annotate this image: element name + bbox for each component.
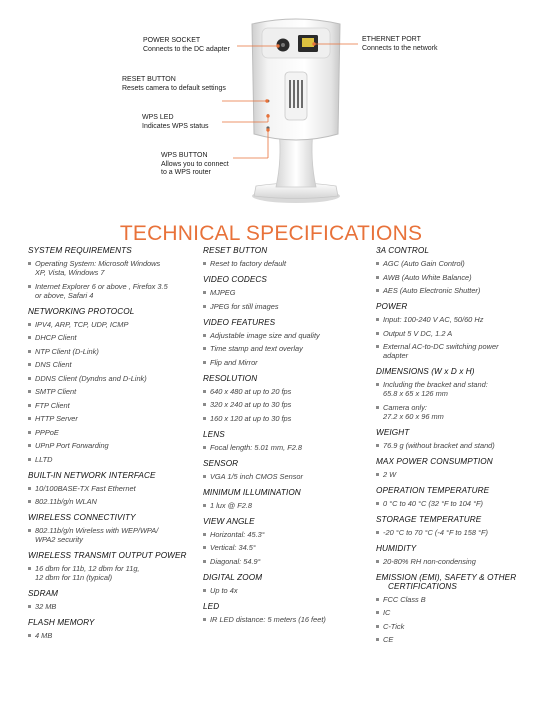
spec-section [376,457,536,479]
spec-section [28,513,196,544]
spec-section [203,318,368,367]
spec-section [203,246,368,268]
spec-item [376,622,536,631]
spec-section [28,307,196,464]
spec-item [203,400,368,409]
spec-item-text: Vertical: 34.5° [210,543,256,552]
spec-item-text: FCC Class B [383,594,426,604]
spec-item-text: Horizontal: 45.3° [210,529,265,539]
callout-ethernet-port [362,36,438,53]
callout-desc: Indicates WPS status [142,122,209,130]
spec-item [376,635,536,644]
spec-item-text: Focal length: 5.01 mm, F2.8 [210,442,303,452]
spec-item-text: NTP Client (D-Link) [35,346,99,356]
spec-item [376,259,536,268]
spec-item [28,484,196,493]
spec-item-text: External AC-to-DC switching power [383,342,499,351]
spec-item-text: CE [383,635,394,644]
spec-heading: MINIMUM ILLUMINATION [203,487,301,497]
spec-section [28,589,196,611]
spec-section [203,459,368,481]
spec-list [203,387,368,423]
spec-item [203,615,368,624]
spec-item-text: AGC (Auto Gain Control) [383,259,465,268]
spec-item-text: 16 dbm for 11b, 12 dbm for 11g, [35,564,140,573]
callout-desc: Allows you to connect [161,160,229,168]
spec-heading: NETWORKING PROTOCOL [28,306,135,316]
spec-item-text: 76.9 g (without bracket and stand) [383,440,495,450]
spec-item-text: XP, Vista, Windows 7 [35,268,105,277]
spec-heading: BUILT-IN NETWORK INTERFACE [28,470,156,480]
spec-heading: 3A CONTROL [376,246,430,255]
spec-item [203,331,368,340]
spec-list [203,501,368,510]
spec-item-text: Operating System: Microsoft Windows [35,259,161,268]
spec-heading: LENS [203,429,225,439]
spec-section [376,428,536,450]
spec-item [28,320,196,329]
spec-item [376,441,536,450]
spec-item-text: FTP Client [35,400,70,410]
spec-item [203,387,368,396]
spec-column-2 [203,246,368,631]
spec-heading: WIRELESS TRANSMIT OUTPUT POWER [28,551,187,560]
spec-item [28,259,196,277]
callout-title: WPS BUTTON [161,152,208,159]
spec-list [203,259,368,268]
spec-item-text: C-Tick [383,621,405,631]
spec-item-text: 27.2 x 60 x 96 mm [383,411,444,421]
callout-desc: Connects to the DC adapter [143,45,230,53]
spec-item-text: 320 x 240 at up to 30 fps [210,400,292,409]
spec-section [203,430,368,452]
spec-heading: OPERATION TEMPERATURE [376,485,490,495]
spec-heading: RESOLUTION [203,373,258,383]
spec-item-text: AES (Auto Electronic Shutter) [383,286,481,295]
spec-item [376,528,536,537]
spec-section [28,471,196,507]
spec-item-text: Time stamp and text overlay [210,344,303,353]
product-illustration [0,0,542,215]
spec-section [203,602,368,624]
spec-heading: VIEW ANGLE [203,516,255,526]
spec-item [28,455,196,464]
spec-item [28,333,196,342]
spec-item [376,499,536,508]
spec-item [203,302,368,311]
spec-item [28,497,196,506]
spec-list [28,631,196,640]
spec-list [376,441,536,450]
spec-heading: VIDEO FEATURES [203,317,276,327]
spec-item-text: IC [383,608,391,617]
spec-section [376,573,536,645]
spec-item-text: Diagonal: 54.9° [210,556,261,566]
spec-section [376,302,536,360]
spec-list [376,380,536,421]
spec-item-text: 802.11b/g/n WLAN [35,497,97,506]
spec-item-text: SMTP Client [35,387,77,396]
spec-item [203,259,368,268]
spec-item [28,428,196,437]
rear-panel [262,28,330,58]
callout-reset-button [122,76,226,93]
spec-item-text: IR LED distance: 5 meters (16 feet) [210,614,326,624]
spec-item-text: Reset to factory default [210,259,286,268]
spec-item-text: 160 x 120 at up to 30 fps [210,413,292,423]
callout-wps-led [142,114,209,131]
spec-item-text: 640 x 480 at up to 20 fps [210,386,292,396]
spec-list [28,259,196,300]
spec-column-3 [376,246,536,651]
spec-heading: MAX POWER CONSUMPTION [376,456,493,466]
spec-section [376,544,536,566]
spec-heading: EMISSION (EMI), SAFETY & OTHER [376,572,517,582]
spec-heading: HUMIDITY [376,543,417,553]
spec-heading: LED [203,601,220,611]
spec-list [376,557,536,566]
spec-item [203,344,368,353]
spec-item [203,586,368,595]
spec-item-text: Output 5 V DC, 1.2 A [383,328,453,338]
spec-item-text: 20-80% RH non-condensing [383,556,476,566]
spec-section [376,367,536,421]
spec-heading: SYSTEM REQUIREMENTS [28,246,132,255]
spec-item [28,347,196,356]
spec-list [28,484,196,507]
spec-item [28,387,196,396]
spec-heading: WEIGHT [376,427,410,437]
spec-heading: CERTIFICATIONS [388,581,457,591]
spec-list [376,470,536,479]
spec-heading: SDRAM [28,589,59,598]
spec-section [203,517,368,566]
spec-heading: FLASH MEMORY [28,618,95,627]
spec-list [203,443,368,452]
callout-desc: Resets camera to default settings [122,84,226,92]
spec-item [203,358,368,367]
spec-item [28,631,196,640]
spec-item [203,557,368,566]
spec-section [203,573,368,595]
callout-desc: Connects to the network [362,44,438,52]
callout-title: RESET BUTTON [122,76,176,83]
spec-item-text: LLTD [35,454,53,464]
spec-item-text: Flip and Mirror [210,357,258,367]
spec-item [203,288,368,297]
spec-item [28,401,196,410]
page-title: TECHNICAL SPECIFICATIONS [119,222,423,245]
callout-title: POWER SOCKET [143,37,201,44]
spec-section [28,618,196,640]
spec-heading: DIMENSIONS (W x D x H) [376,367,475,376]
spec-item [28,441,196,450]
spec-item-text: DDNS Client (Dyndns and D-Link) [35,373,147,383]
callout-wps-button [161,152,229,178]
spec-item-text: DNS Client [35,360,72,369]
spec-item [28,526,196,544]
spec-heading: STORAGE TEMPERATURE [376,514,482,524]
spec-item-text: 1 lux @ F2.8 [210,500,253,510]
spec-item [376,595,536,604]
spec-item [28,282,196,300]
spec-item [203,472,368,481]
spec-item-text: 802.11b/g/n Wireless with WEP/WPA/ [35,526,159,535]
spec-list [203,586,368,595]
spec-list [28,526,196,544]
spec-list [28,564,196,582]
spec-item-text: Up to 4x [210,585,238,595]
spec-item-text: PPPoE [35,427,59,437]
spec-item-text: 32 MB [35,602,57,611]
spec-list [203,472,368,481]
spec-list [376,595,536,645]
spec-heading: SENSOR [203,458,239,468]
spec-item-text: IPV4, ARP, TCP, UDP, ICMP [35,319,129,329]
spec-item [28,564,196,582]
spec-item [28,374,196,383]
spec-item-text: Including the bracket and stand: [383,380,488,389]
spec-item-text: Input: 100-240 V AC, 50/60 Hz [383,315,484,324]
callout-power-socket [143,37,230,54]
spec-item-text: adapter [383,351,409,360]
spec-list [28,602,196,611]
spec-item-text: 65.8 x 65 x 126 mm [383,389,448,398]
spec-item [376,608,536,617]
spec-item [376,380,536,398]
spec-item-text: VGA 1/5 inch CMOS Sensor [210,471,303,481]
spec-item-text: 12 dbm for 11n (typical) [35,573,113,582]
spec-item [376,470,536,479]
spec-item-text: -20 °C to 70 °C (-4 °F to 158 °F) [383,527,488,537]
spec-section [28,551,196,582]
callout-title: ETHERNET PORT [362,36,421,43]
spec-list [28,320,196,464]
spec-item-text: HTTP Server [35,414,78,423]
spec-item-text: 2 W [383,469,397,479]
spec-item [376,286,536,295]
spec-list [376,315,536,360]
spec-item-text: 4 MB [35,631,53,640]
spec-item [376,342,536,360]
spec-item [28,602,196,611]
spec-item-text: Adjustable image size and quality [210,330,320,340]
spec-item [203,543,368,552]
spec-item-text: Camera only: [383,402,427,412]
spec-item [28,360,196,369]
spec-list [376,499,536,508]
spec-item-text: AWB (Auto White Balance) [383,272,472,282]
spec-item [376,403,536,421]
spec-item [203,530,368,539]
spec-item [376,557,536,566]
spec-item-text: UPnP Port Forwarding [35,441,109,450]
mount-bracket [285,72,307,120]
spec-item [203,443,368,452]
camera-rear-view [0,0,542,215]
spec-item-text: WPA2 security [35,535,83,544]
spec-item-text: MJPEG [210,288,236,297]
spec-item-text: JPEG for still images [210,301,279,311]
spec-column-1 [28,246,196,647]
spec-item [376,329,536,338]
spec-section [376,515,536,537]
spec-section [203,488,368,510]
spec-item-text: or above, Safari 4 [35,290,94,300]
spec-item-text: Internet Explorer 6 or above , Firefox 3.5 [35,281,168,291]
spec-item [28,414,196,423]
spec-heading: POWER [376,302,408,311]
spec-item-text: 10/100BASE-TX Fast Ethernet [35,483,136,493]
callout-desc: to a WPS router [161,169,211,176]
callout-title: WPS LED [142,114,174,121]
spec-list [376,259,536,295]
spec-list [203,615,368,624]
spec-heading: VIDEO CODECS [203,275,267,284]
spec-section [28,246,196,300]
spec-section [376,486,536,508]
spec-section [203,374,368,423]
spec-heading: DIGITAL ZOOM [203,572,263,582]
spec-heading: WIRELESS CONNECTIVITY [28,513,136,522]
spec-item [376,273,536,282]
spec-item [376,315,536,324]
spec-list [376,528,536,537]
spec-heading: RESET BUTTON [203,246,268,255]
spec-item [203,501,368,510]
spec-list [203,530,368,566]
spec-item [203,414,368,423]
spec-section [203,275,368,311]
spec-item-text: DHCP Client [35,333,77,342]
spec-list [203,331,368,367]
spec-item-text: 0 °C to 40 °C (32 °F to 104 °F) [383,498,484,508]
spec-list [203,288,368,311]
spec-section [376,246,536,295]
